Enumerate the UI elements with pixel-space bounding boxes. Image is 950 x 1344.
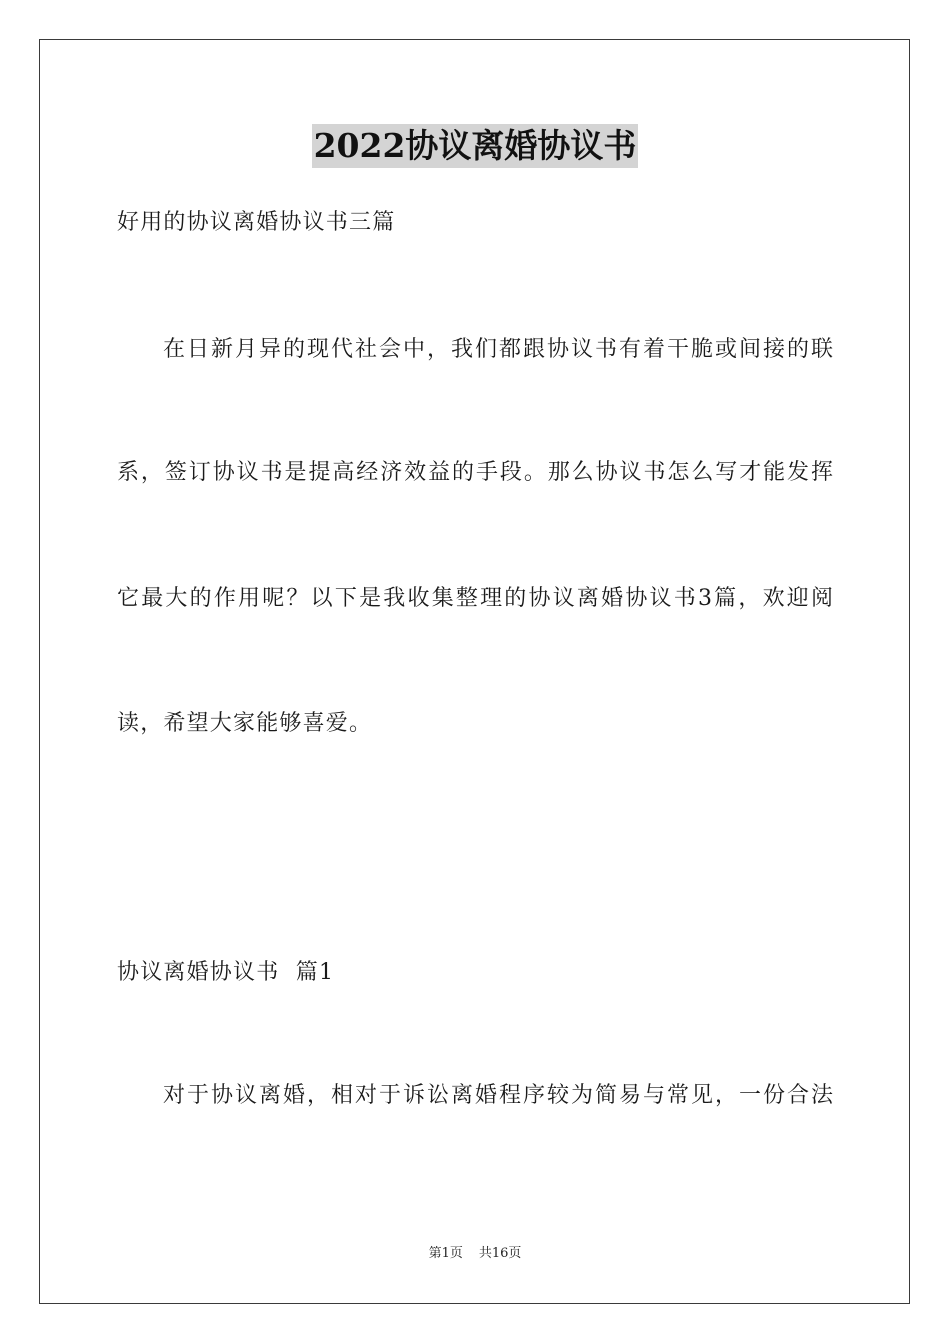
title-container	[0, 124, 950, 168]
intro-paragraph-line-1: 在日新月异的现代社会中，我们都跟协议书有着干脆或间接的联	[163, 337, 833, 362]
page-footer	[0, 1245, 950, 1263]
section-paragraph-line-1: 对于协议离婚，相对于诉讼离婚程序较为简易与常见，一份合法	[163, 1083, 833, 1108]
document-title: 2022协议离婚协议书	[312, 124, 639, 168]
page-total: 共16页	[478, 1246, 522, 1261]
intro-paragraph-line-2: 系，签订协议书是提高经济效益的手段。那么协议书怎么写才能发挥	[117, 460, 833, 485]
intro-paragraph-line-4: 读，希望大家能够喜爱。	[117, 711, 373, 736]
section-heading: 协议离婚协议书 篇1	[117, 960, 335, 985]
page-number: 第1页	[428, 1246, 463, 1261]
document-subtitle: 好用的协议离婚协议书三篇	[117, 210, 396, 235]
intro-paragraph-line-3: 它最大的作用呢？以下是我收集整理的协议离婚协议书3篇，欢迎阅	[117, 586, 833, 611]
